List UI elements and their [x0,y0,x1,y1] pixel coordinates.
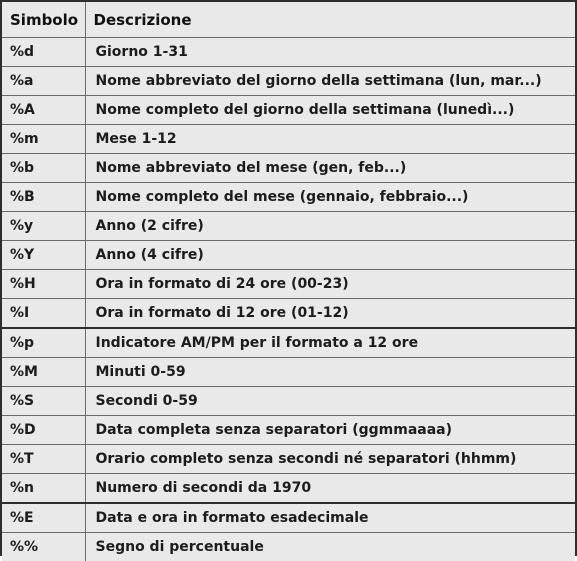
description-cell: Indicatore AM/PM per il formato a 12 ore [85,328,575,358]
description-cell: Secondi 0-59 [85,387,575,416]
table-row [2,445,575,474]
symbol-cell: %D [2,416,85,445]
symbol-cell: %S [2,387,85,416]
symbol-cell: %% [2,533,85,561]
column-header-description: Descrizione [85,2,575,38]
description-cell: Anno (2 cifre) [85,212,575,241]
column-header-symbol: Simbolo [2,2,85,38]
table-row [2,67,575,96]
table-row [2,474,575,504]
table-row [2,416,575,445]
table-row [2,125,575,154]
table-row [2,387,575,416]
symbol-cell: %p [2,328,85,358]
table-header-row [2,2,575,38]
description-cell: Minuti 0-59 [85,358,575,387]
symbol-cell: %b [2,154,85,183]
description-cell: Numero di secondi da 1970 [85,474,575,504]
table-row [2,212,575,241]
symbol-cell: %A [2,96,85,125]
description-cell: Nome abbreviato del giorno della settimana (lun, mar...) [85,67,575,96]
table-row [2,358,575,387]
symbol-cell: %E [2,503,85,533]
description-cell: Orario completo senza secondi né separatori (hhmm) [85,445,575,474]
symbol-cell: %T [2,445,85,474]
symbol-cell: %H [2,270,85,299]
symbol-cell: %y [2,212,85,241]
symbol-cell: %d [2,38,85,67]
description-cell: Data completa senza separatori (ggmmaaaa) [85,416,575,445]
symbol-cell: %B [2,183,85,212]
table-row [2,241,575,270]
description-cell: Segno di percentuale [85,533,575,561]
description-cell: Giorno 1-31 [85,38,575,67]
description-cell: Mese 1-12 [85,125,575,154]
table-row [2,38,575,67]
symbol-cell: %n [2,474,85,504]
description-cell: Ora in formato di 24 ore (00-23) [85,270,575,299]
description-cell: Nome completo del mese (gennaio, febbraio...) [85,183,575,212]
table-row [2,270,575,299]
symbol-cell: %m [2,125,85,154]
table-row [2,299,575,329]
description-cell: Ora in formato di 12 ore (01-12) [85,299,575,329]
table-row [2,154,575,183]
table-row [2,328,575,358]
description-cell: Nome completo del giorno della settimana (lunedì...) [85,96,575,125]
description-cell: Anno (4 cifre) [85,241,575,270]
description-cell: Data e ora in formato esadecimale [85,503,575,533]
symbol-cell: %I [2,299,85,329]
symbol-cell: %a [2,67,85,96]
description-cell: Nome abbreviato del mese (gen, feb...) [85,154,575,183]
table-row [2,96,575,125]
table-row [2,503,575,533]
table-row [2,183,575,212]
format-symbols-table [2,2,575,561]
table-row [2,533,575,561]
symbol-cell: %Y [2,241,85,270]
symbol-cell: %M [2,358,85,387]
